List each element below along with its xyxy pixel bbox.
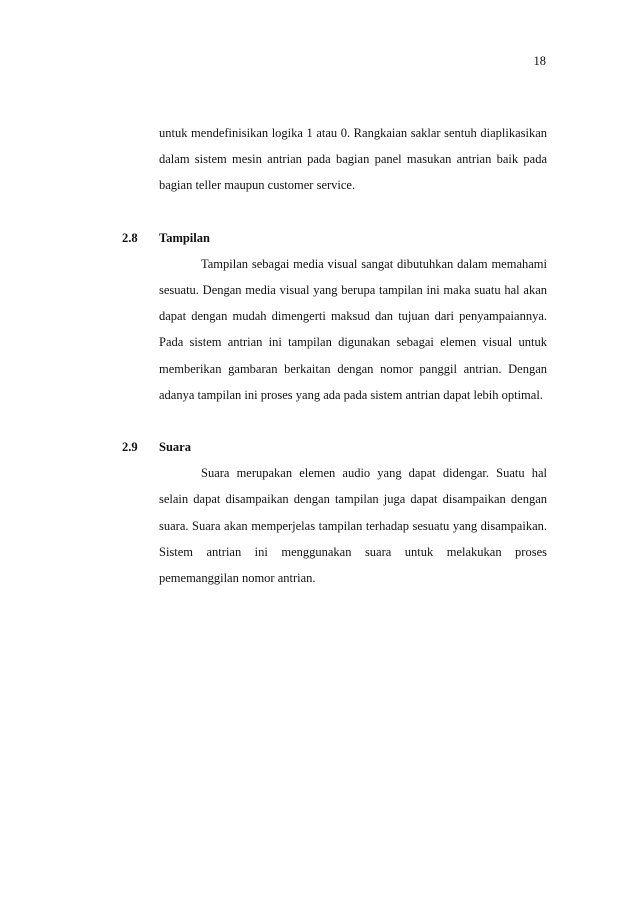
section-title: Suara (159, 440, 191, 455)
section-tampilan (122, 225, 547, 408)
section-heading (122, 434, 547, 460)
page-number: 18 (533, 54, 546, 68)
section-suara (122, 434, 547, 591)
section-number: 2.9 (122, 440, 138, 455)
section-title: Tampilan (159, 230, 210, 245)
section-paragraph: Tampilan sebagai media visual sangat dibutuhkan dalam memahami sesuatu. Dengan media visual yang berupa tampilan ini maka suatu hal akan dapat dengan mudah dimengerti maksud dan tujuan dari penyampaiannya. Pada sistem antrian ini tampilan digunakan sebagai elemen visual untuk memberikan gambaran berkaitan dengan nomor panggil antrian. Dengan adanya tampilan ini proses yang ada pada sistem antrian dapat lebih optimal. (159, 256, 547, 402)
section-number: 2.8 (122, 230, 138, 245)
intro-paragraph: untuk mendefinisikan logika 1 atau 0. Rangkaian saklar sentuh diaplikasikan dalam sistem mesin antrian pada bagian panel masukan antrian baik pada bagian teller maupun customer service. (159, 126, 547, 193)
page-body (122, 120, 547, 591)
section-paragraph: Suara merupakan elemen audio yang dapat didengar. Suatu hal selain dapat disampaikan dengan tampilan juga dapat disampaikan dengan suara. Suara akan memperjelas tampilan terhadap sesuatu yang disampaikan. Sistem antrian ini menggunakan suara untuk melakukan proses pememanggilan nomor antrian. (159, 466, 547, 586)
section-heading (122, 225, 547, 251)
